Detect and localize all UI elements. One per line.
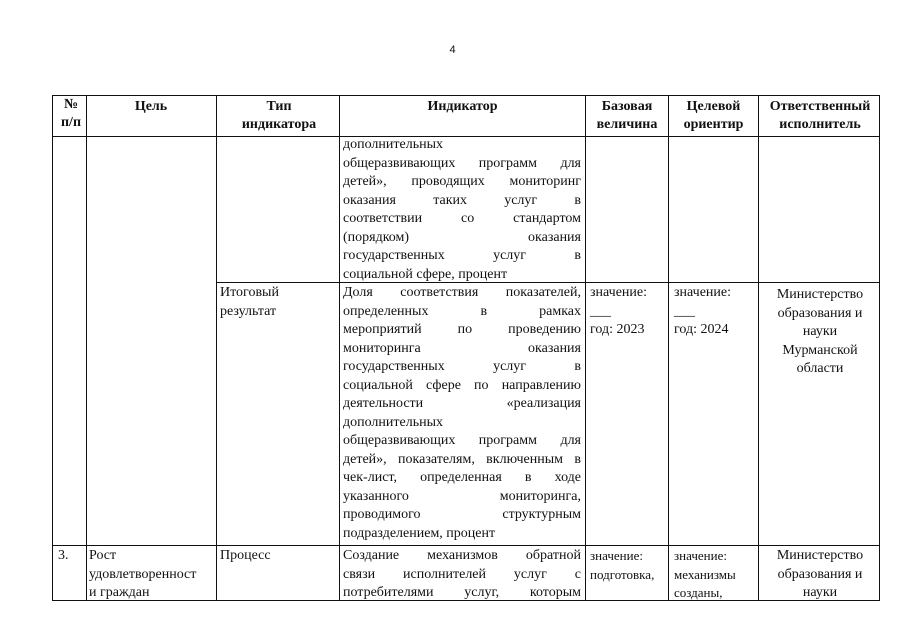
indicator-line: подразделением, процент [343,525,496,541]
row3-indicator [343,547,581,603]
indicator-line: государственных услуг в [343,359,581,374]
row3-type: Процесс [220,548,271,563]
row2-responsible: Министерство образования и науки Мурманской области [776,287,864,376]
indicator-line: государственных услуг в [343,248,581,263]
row3-responsible [765,547,875,603]
indicator-line: (порядком) оказания [343,229,581,245]
indicator-line: оказания таких услуг в [343,192,581,208]
indicator-line: определенных в рамках [343,303,581,319]
header-indicator: Индикатор [427,99,498,114]
header-indicator-type: Тип индикатора [241,99,317,132]
target-blank: ___ [674,303,695,319]
indicator-line: проводимого структурным [343,507,581,522]
header-base-value: Базовая величина [596,99,658,132]
base-line: подготовка, [590,566,655,582]
responsible-line: науки [802,585,838,600]
indicator-line: чек-лист, определенная в ходе [343,470,581,485]
col-divider [86,96,87,600]
row3-goal [89,547,215,603]
row2-base-value [590,284,666,340]
row-divider [53,545,879,546]
goal-line: Рост [89,548,117,563]
indicator-line: дополнительных [343,414,444,430]
goal-line: и граждан [89,585,150,600]
row3-num: 3. [58,548,69,563]
indicator-line: мониторинга оказания [343,340,581,356]
base-year: год: 2023 [590,322,645,337]
row2-type: Итоговый результат [220,285,279,319]
responsible-line: Министерство [776,548,864,563]
indicator-line: Доля соответствия показателей, [343,285,581,300]
indicator-line: деятельности «реализация [343,396,581,411]
target-line: созданы, [674,585,723,600]
col-divider [758,96,759,600]
indicator-line: связи исполнителей услуг с [343,566,581,582]
header-goal: Цель [134,99,168,114]
indicator-line: дополнительных [343,137,444,152]
col-divider [216,96,217,600]
col-divider [339,96,340,600]
col-divider [585,96,586,600]
indicator-line: социальной сфере, процент [343,266,508,282]
indicator-line: потребителями услуг, которым [343,585,581,600]
indicator-line: детей», проводящих мониторинг [343,174,581,189]
header-num: № п/п [60,97,82,130]
indicator-line: детей», показателям, включенным в [343,451,581,467]
base-line: значение: [590,548,643,563]
row3-target [674,547,756,603]
target-line: значение: [674,548,727,563]
indicator-line: общеразвивающих программ для [343,155,581,171]
indicators-table [52,95,880,601]
base-label: значение: [590,285,648,300]
row1-indicator [343,136,581,284]
header-responsible: Ответственный исполнитель [769,99,871,132]
indicator-line: Создание механизмов обратной [343,548,581,563]
row2-indicator [343,284,581,543]
row3-base-value [590,547,666,584]
indicator-line: соответствии со стандартом [343,211,581,226]
goal-line: удовлетворенност [89,566,197,582]
header-target: Целевой ориентир [683,99,744,132]
indicator-line: общеразвивающих программ для [343,433,581,448]
indicator-line: мероприятий по проведению [343,322,581,337]
row2-target [674,284,756,340]
indicator-line: социальной сфере по направлению [343,377,581,393]
target-label: значение: [674,285,732,300]
target-year: год: 2024 [674,322,729,337]
responsible-line: образования и [777,566,863,582]
base-blank: ___ [590,303,611,319]
target-line: механизмы [674,566,736,582]
indicator-line: указанного мониторинга, [343,488,581,504]
col-divider [668,96,669,600]
page-number: 4 [449,44,456,56]
